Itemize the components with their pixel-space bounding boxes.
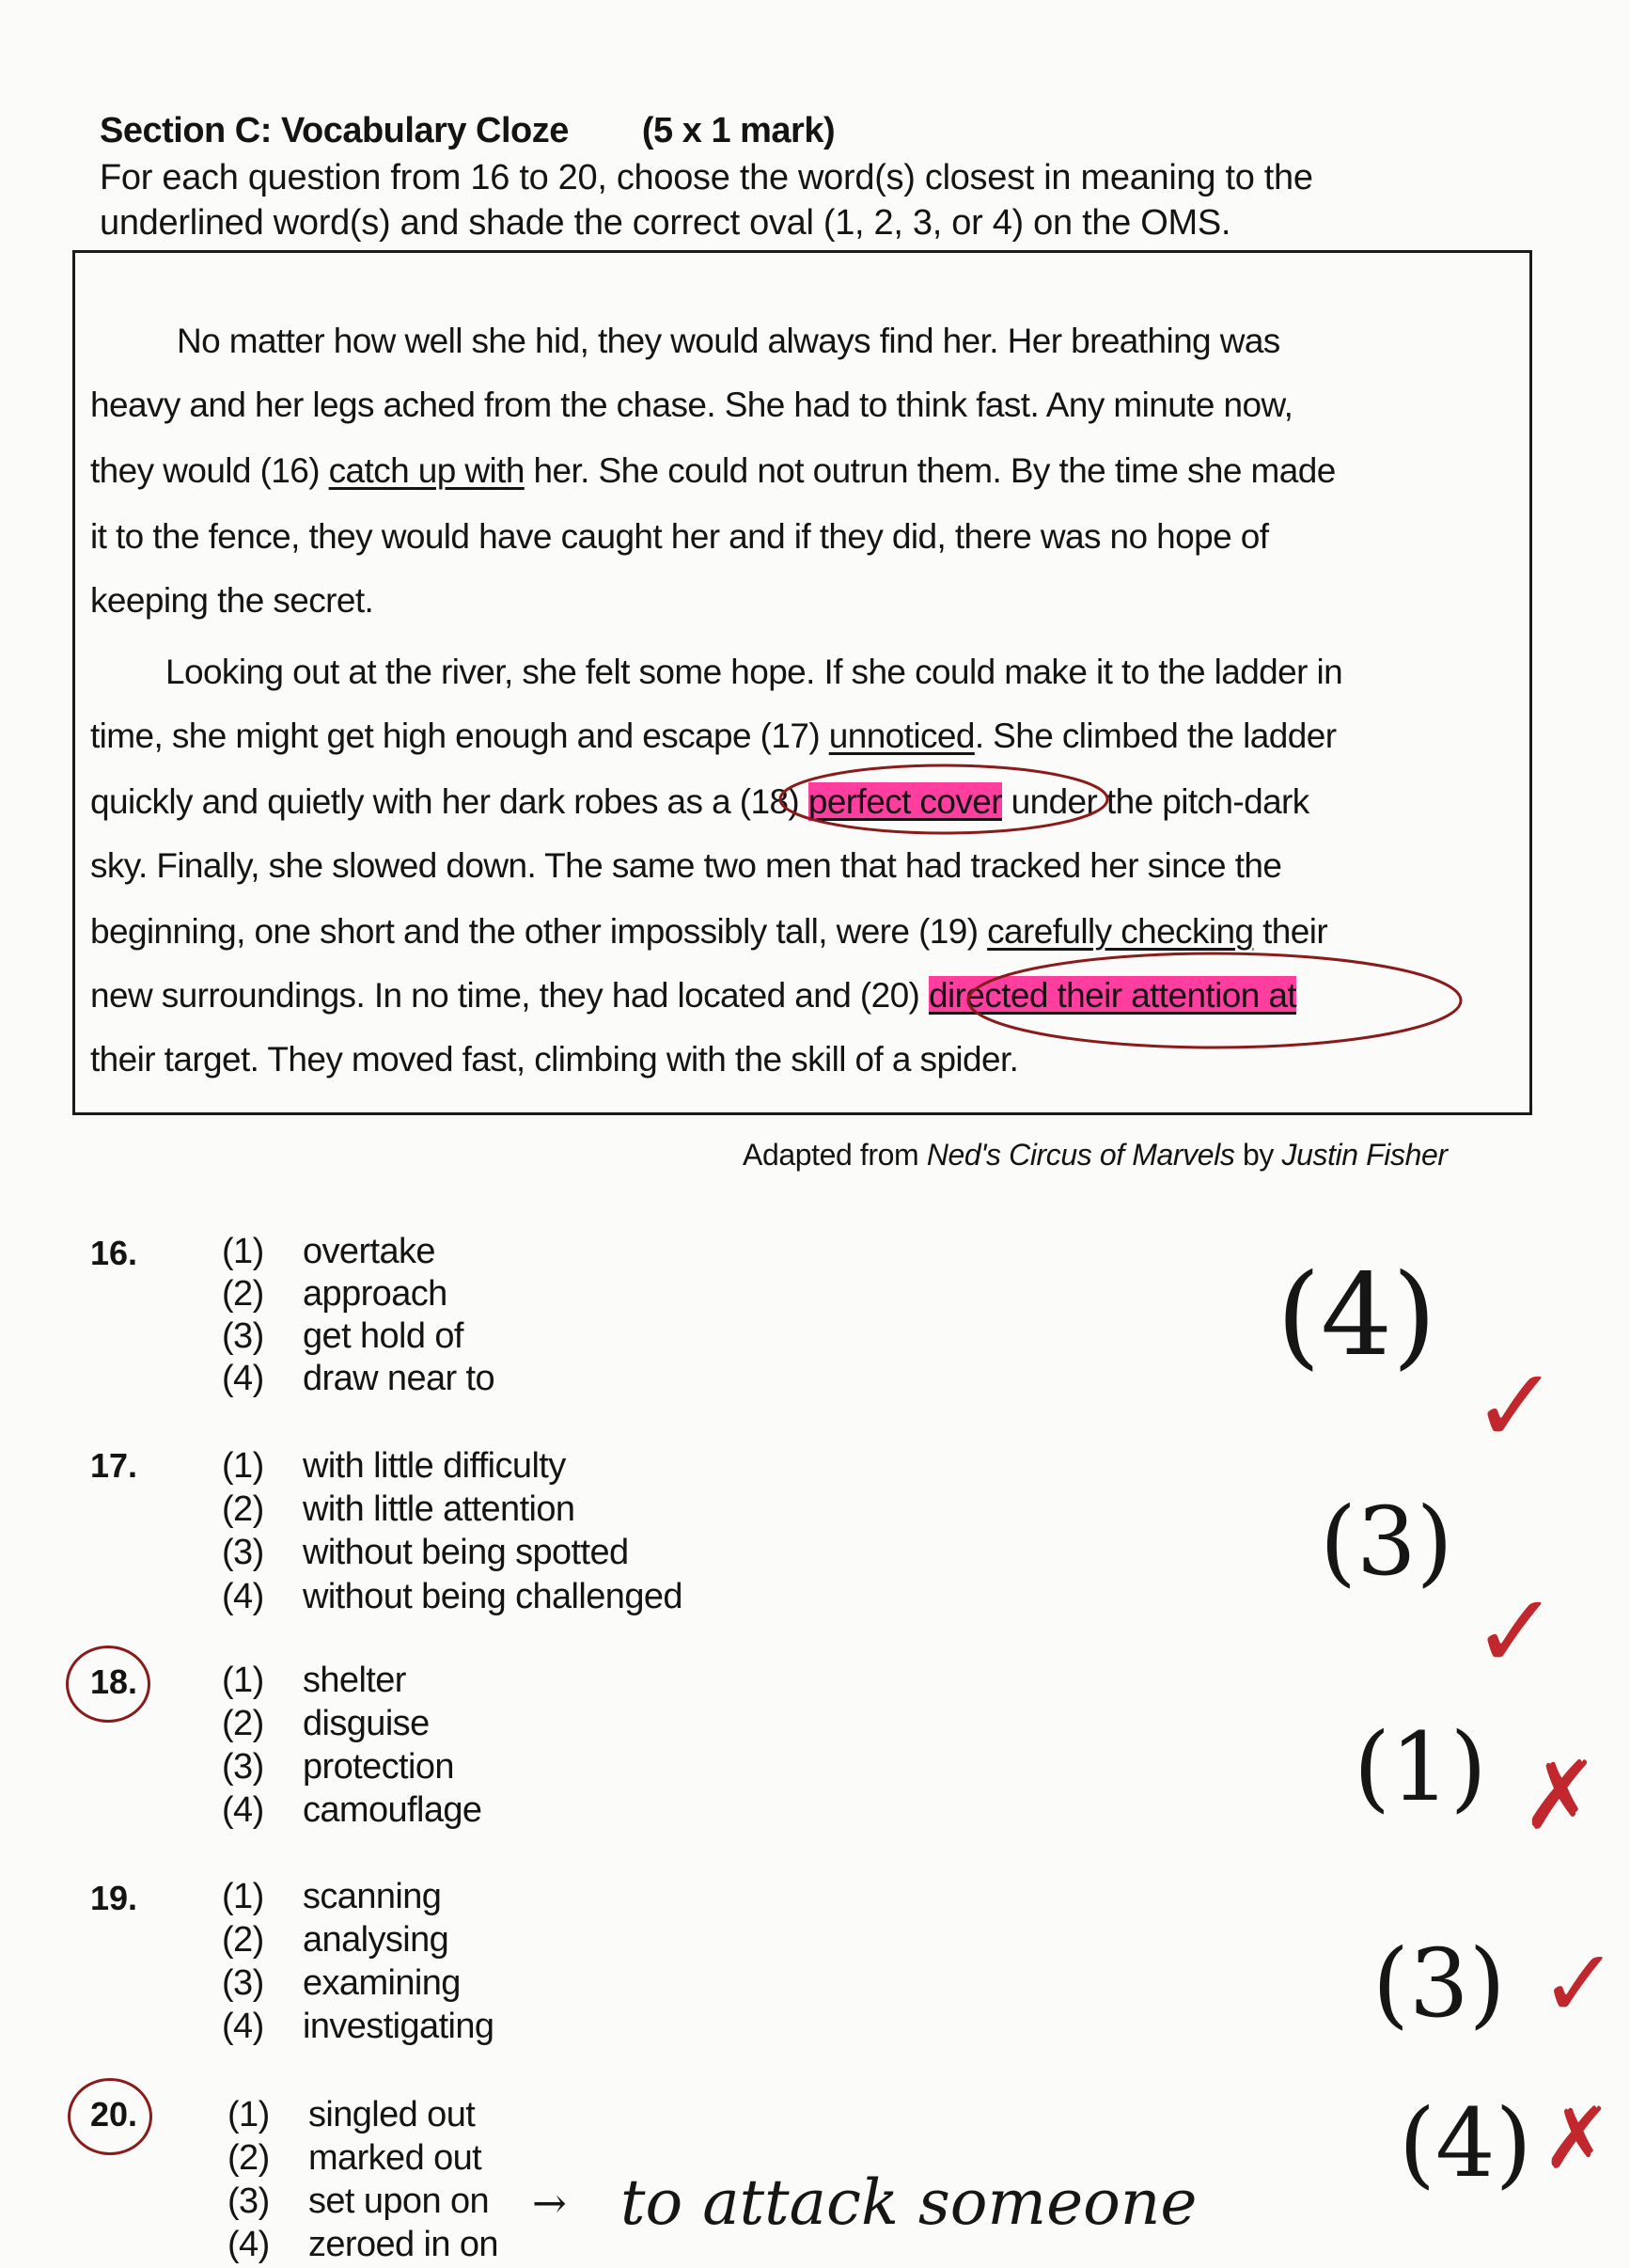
option-text: analysing	[303, 1920, 449, 1960]
option-text: marked out	[308, 2138, 482, 2178]
option-number: (4)	[222, 2007, 264, 2046]
option-text: approach	[303, 1274, 447, 1314]
passage-text: they would (16)	[90, 451, 329, 490]
option-text: get hold of	[303, 1316, 463, 1356]
option-text: without being challenged	[303, 1577, 682, 1616]
passage-text: time, she might get high enough and escape (17)	[90, 717, 829, 755]
underlined-word-16: catch up with	[328, 451, 525, 490]
option-number: (4)	[222, 1577, 264, 1616]
handwritten-note: to attack someone	[620, 2166, 1198, 2239]
option-text: singled out	[308, 2095, 476, 2134]
option-number: (4)	[222, 1790, 264, 1830]
cross-mark-20: ✗	[1542, 2089, 1613, 2188]
handwritten-answer-19: (3)	[1372, 1929, 1506, 2039]
passage-text: . She climbed the ladder	[974, 717, 1337, 755]
option-text: scanning	[303, 1877, 442, 1916]
source-author: Justin Fisher	[1281, 1138, 1448, 1172]
option-number: (4)	[227, 2225, 270, 2264]
underlined-word-19: carefully checking	[987, 912, 1254, 951]
option-number: (1)	[222, 1446, 264, 1486]
option-text: draw near to	[303, 1359, 495, 1398]
option-text: overtake	[303, 1232, 435, 1271]
section-title-text: Section C: Vocabulary Cloze	[100, 111, 569, 150]
passage-text: their	[1253, 912, 1328, 951]
underlined-word-18: perfect cover	[807, 782, 1002, 821]
handwritten-answer-16: (4)	[1277, 1251, 1436, 1381]
option-number: (3)	[222, 1963, 264, 2003]
option-text: zeroed in on	[308, 2225, 498, 2264]
question-number-18: 18.	[90, 1662, 138, 1701]
passage-p1-line-1: No matter how well she hid, they would always find her. Her breathing was	[177, 322, 1280, 360]
option-number: (2)	[222, 1274, 264, 1314]
tick-mark-17: ✓	[1472, 1571, 1559, 1692]
option-number: (3)	[222, 1316, 264, 1356]
passage-p1-line-4: it to the fence, they would have caught her and if they did, there was no hope of	[90, 517, 1269, 556]
underlined-word-17: unnoticed	[828, 717, 975, 755]
circle-item-20	[968, 953, 1461, 1047]
option-text: with little attention	[303, 1489, 575, 1529]
option-text: protection	[303, 1747, 454, 1787]
source-by: by	[1234, 1138, 1282, 1172]
cross-mark-18: ✗	[1521, 1740, 1600, 1851]
passage-p2-line-7: their target. They moved fast, climbing with the skill of a spider.	[90, 1040, 1019, 1079]
section-marks: (5 x 1 mark)	[641, 111, 836, 150]
option-text: set upon on	[308, 2181, 490, 2221]
option-number: (3)	[222, 1747, 264, 1787]
tick-mark-16: ✓	[1472, 1346, 1559, 1466]
question-number-19: 19.	[90, 1879, 138, 1917]
handwritten-answer-20: (4)	[1399, 2088, 1532, 2198]
passage-text: her. She could not outrun them. By the time she made	[524, 451, 1336, 490]
circle-item-18	[780, 765, 1107, 833]
option-number: (4)	[222, 1359, 264, 1398]
passage-p1-line-2: heavy and her legs ached from the chase. She had to think fast. Any minute now,	[90, 386, 1293, 424]
handwritten-answer-17: (3)	[1320, 1487, 1453, 1597]
passage-text: beginning, one short and the other impossibly tall, were (19)	[90, 912, 988, 951]
passage-text: under the pitch-dark	[1001, 782, 1309, 821]
handwritten-arrow: →	[532, 2180, 567, 2228]
option-text: investigating	[303, 2007, 494, 2046]
option-number: (2)	[222, 1704, 264, 1743]
instruction-line-1: For each question from 16 to 20, choose the word(s) closest in meaning to the	[100, 158, 1313, 197]
option-number: (2)	[222, 1920, 264, 1960]
handwritten-answer-18: (1)	[1354, 1712, 1487, 1822]
option-number: (3)	[222, 1533, 264, 1572]
option-text: with little difficulty	[303, 1446, 566, 1486]
question-number-17: 17.	[90, 1446, 138, 1485]
instruction-line-2: underlined word(s) and shade the correct oval (1, 2, 3, or 4) on the OMS.	[100, 203, 1231, 243]
option-text: disguise	[303, 1704, 430, 1743]
option-text: camouflage	[303, 1790, 482, 1830]
source-title: Ned's Circus of Marvels	[926, 1138, 1235, 1172]
option-text: shelter	[303, 1661, 406, 1700]
option-number: (1)	[222, 1232, 264, 1271]
question-number-16: 16.	[90, 1234, 138, 1272]
option-number: (1)	[222, 1661, 264, 1700]
question-number-20: 20.	[90, 2095, 138, 2134]
passage-p1-line-5: keeping the secret.	[90, 581, 374, 620]
tick-mark-19: ✓	[1540, 1929, 1619, 2039]
passage-text: new surroundings. In no time, they had located and (20)	[90, 976, 929, 1015]
underlined-word-20: directed their attention at	[928, 976, 1297, 1015]
option-number: (1)	[222, 1877, 264, 1916]
passage-p2-line-4: sky. Finally, she slowed down. The same two men that had tracked her since the	[90, 846, 1282, 885]
option-text: examining	[303, 1963, 461, 2003]
passage-text: quickly and quietly with her dark robes as a (18)	[90, 782, 808, 821]
option-number: (3)	[227, 2181, 270, 2221]
option-number: (1)	[227, 2095, 270, 2134]
option-number: (2)	[222, 1489, 264, 1529]
option-number: (2)	[227, 2138, 270, 2178]
source-prefix: Adapted from	[743, 1138, 927, 1172]
passage-p2-line-1: Looking out at the river, she felt some hope. If she could make it to the ladder in	[165, 653, 1343, 691]
option-text: without being spotted	[303, 1533, 629, 1572]
